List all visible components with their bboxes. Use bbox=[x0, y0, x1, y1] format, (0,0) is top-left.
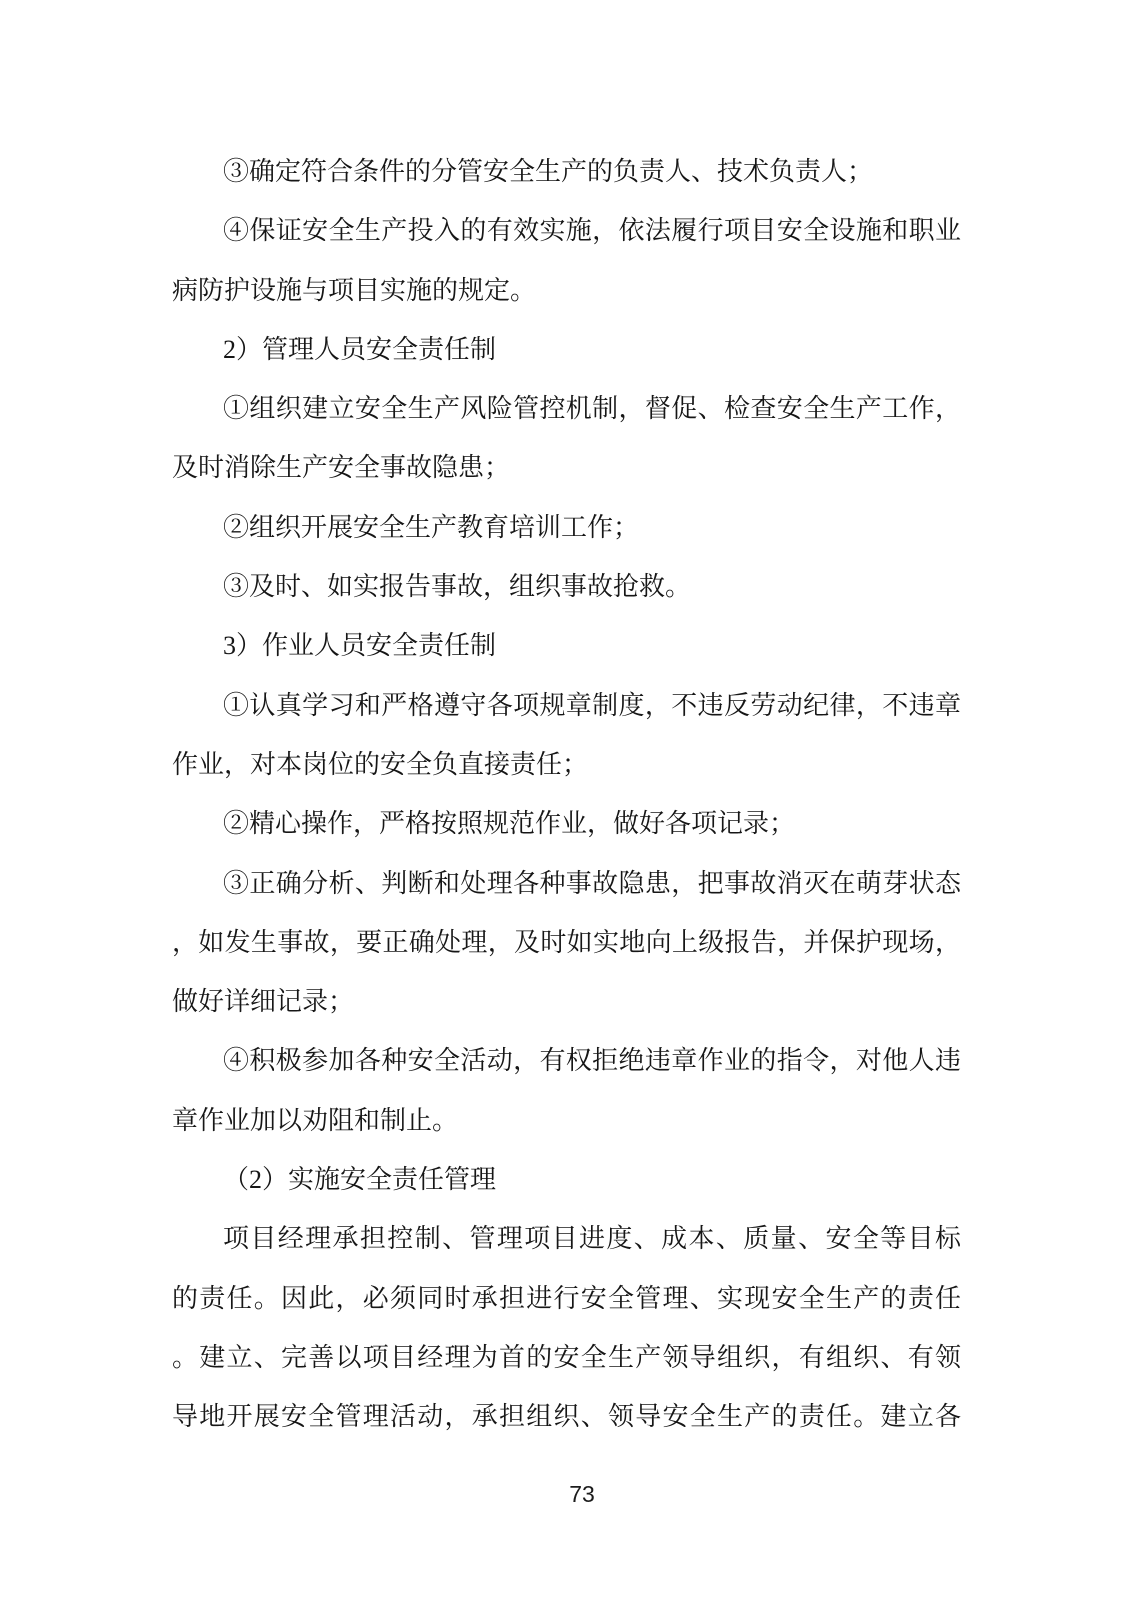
text-line: 的责任。因此，必须同时承担进行安全管理、实现安全生产的责任 bbox=[172, 1283, 961, 1313]
text-line: 做好详细记录； bbox=[172, 987, 355, 1017]
text-line: ④积极参加各种安全活动，有权拒绝违章作业的指令，对他人违 bbox=[223, 1046, 961, 1076]
text-line: 2）管理人员安全责任制 bbox=[223, 334, 497, 364]
text-line: 导地开展安全管理活动，承担组织、领导安全生产的责任。建立各 bbox=[172, 1402, 961, 1432]
text-line: ④保证安全生产投入的有效实施，依法履行项目安全设施和职业 bbox=[223, 216, 961, 246]
text-line: ，如发生事故，要正确处理，及时如实地向上级报告，并保护现场， bbox=[172, 927, 961, 957]
page-number: 73 bbox=[569, 1481, 595, 1507]
text-line: ③及时、如实报告事故，组织事故抢救。 bbox=[223, 572, 692, 602]
text-line: ③确定符合条件的分管安全生产的负责人、技术负责人； bbox=[223, 157, 874, 186]
text-line: ①组织建立安全生产风险管控机制，督促、检查安全生产工作， bbox=[223, 394, 961, 424]
text-line: 作业，对本岗位的安全负直接责任； bbox=[172, 749, 589, 779]
text-line: 及时消除生产安全事故隐患； bbox=[172, 453, 511, 483]
text-line: 3）作业人员安全责任制 bbox=[223, 631, 497, 661]
text-line: ③正确分析、判断和处理各种事故隐患，把事故消灭在萌芽状态 bbox=[223, 868, 961, 898]
text-line: 病防护设施与项目实施的规定。 bbox=[172, 275, 537, 305]
document-body bbox=[172, 142, 961, 1447]
text-line: （2）实施安全责任管理 bbox=[223, 1165, 497, 1195]
text-line: ②精心操作，严格按照规范作业，做好各项记录； bbox=[223, 809, 796, 839]
text-line: 。建立、完善以项目经理为首的安全生产领导组织，有组织、有领 bbox=[172, 1342, 961, 1372]
text-line: 项目经理承担控制、管理项目进度、成本、质量、安全等目标 bbox=[223, 1224, 961, 1254]
text-line: ①认真学习和严格遵守各项规章制度，不违反劳动纪律，不违章 bbox=[223, 690, 961, 720]
text-line: ②组织开展安全生产教育培训工作； bbox=[223, 512, 640, 542]
text-line: 章作业加以劝阻和制止。 bbox=[172, 1105, 459, 1135]
